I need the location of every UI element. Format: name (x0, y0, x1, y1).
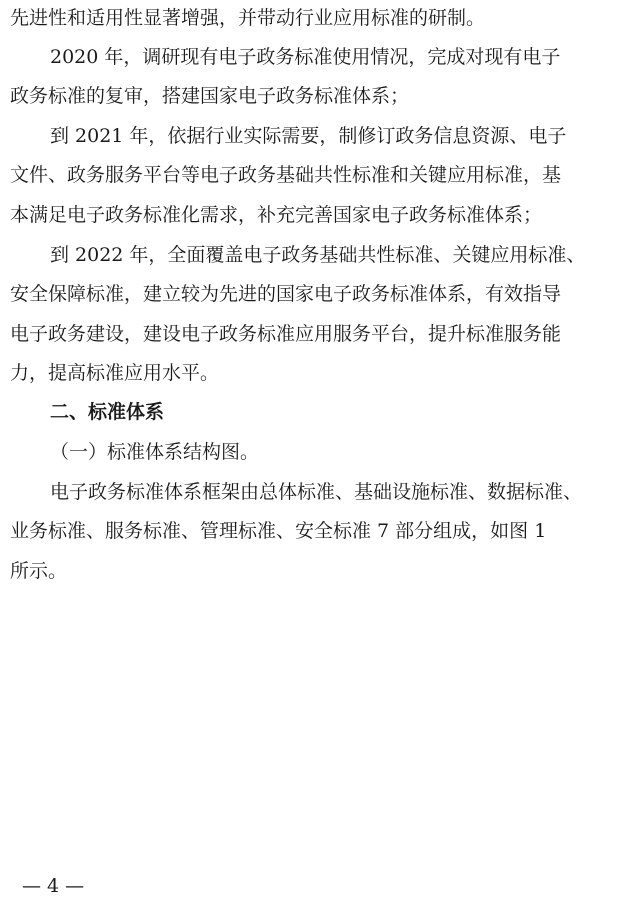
paragraph-line: 安全保障标准，建立较为先进的国家电子政务标准体系，有效指导 (10, 283, 562, 305)
paragraph-line: 电子政务建设，建设电子政务标准应用服务平台，提升标准服务能 (10, 323, 562, 345)
paragraph-line: 政务标准的复审，搭建国家电子政务标准体系； (10, 85, 410, 107)
paragraph-line: 到 2021 年，依据行业实际需要，制修订政务信息资源、电子 (50, 125, 567, 147)
paragraph-line: 2020 年，调研现有电子政务标准使用情况，完成对现有电子 (50, 46, 561, 68)
paragraph-line: 所示。 (10, 560, 68, 582)
paragraph-line: 力，提高标准应用水平。 (10, 362, 220, 384)
paragraph-line: 业务标准、服务标准、管理标准、安全标准 7 部分组成，如图 1 (10, 520, 547, 542)
paragraph-line: 本满足电子政务标准化需求，补充完善国家电子政务标准体系； (10, 204, 543, 226)
paragraph-line: 电子政务标准体系框架由总体标准、基础设施标准、数据标准、 (50, 481, 583, 503)
paragraph-line: 文件、政务服务平台等电子政务基础共性标准和关键应用标准，基 (10, 164, 562, 186)
subsection-heading: （一）标准体系结构图。 (50, 441, 260, 463)
page-number: — 4 — (22, 875, 85, 897)
paragraph-line: 先进性和适用性显著增强，并带动行业应用标准的研制。 (10, 7, 486, 29)
paragraph-line: 到 2022 年，全面覆盖电子政务基础共性标准、关键应用标准、 (50, 244, 586, 266)
section-heading: 二、标准体系 (50, 401, 165, 423)
